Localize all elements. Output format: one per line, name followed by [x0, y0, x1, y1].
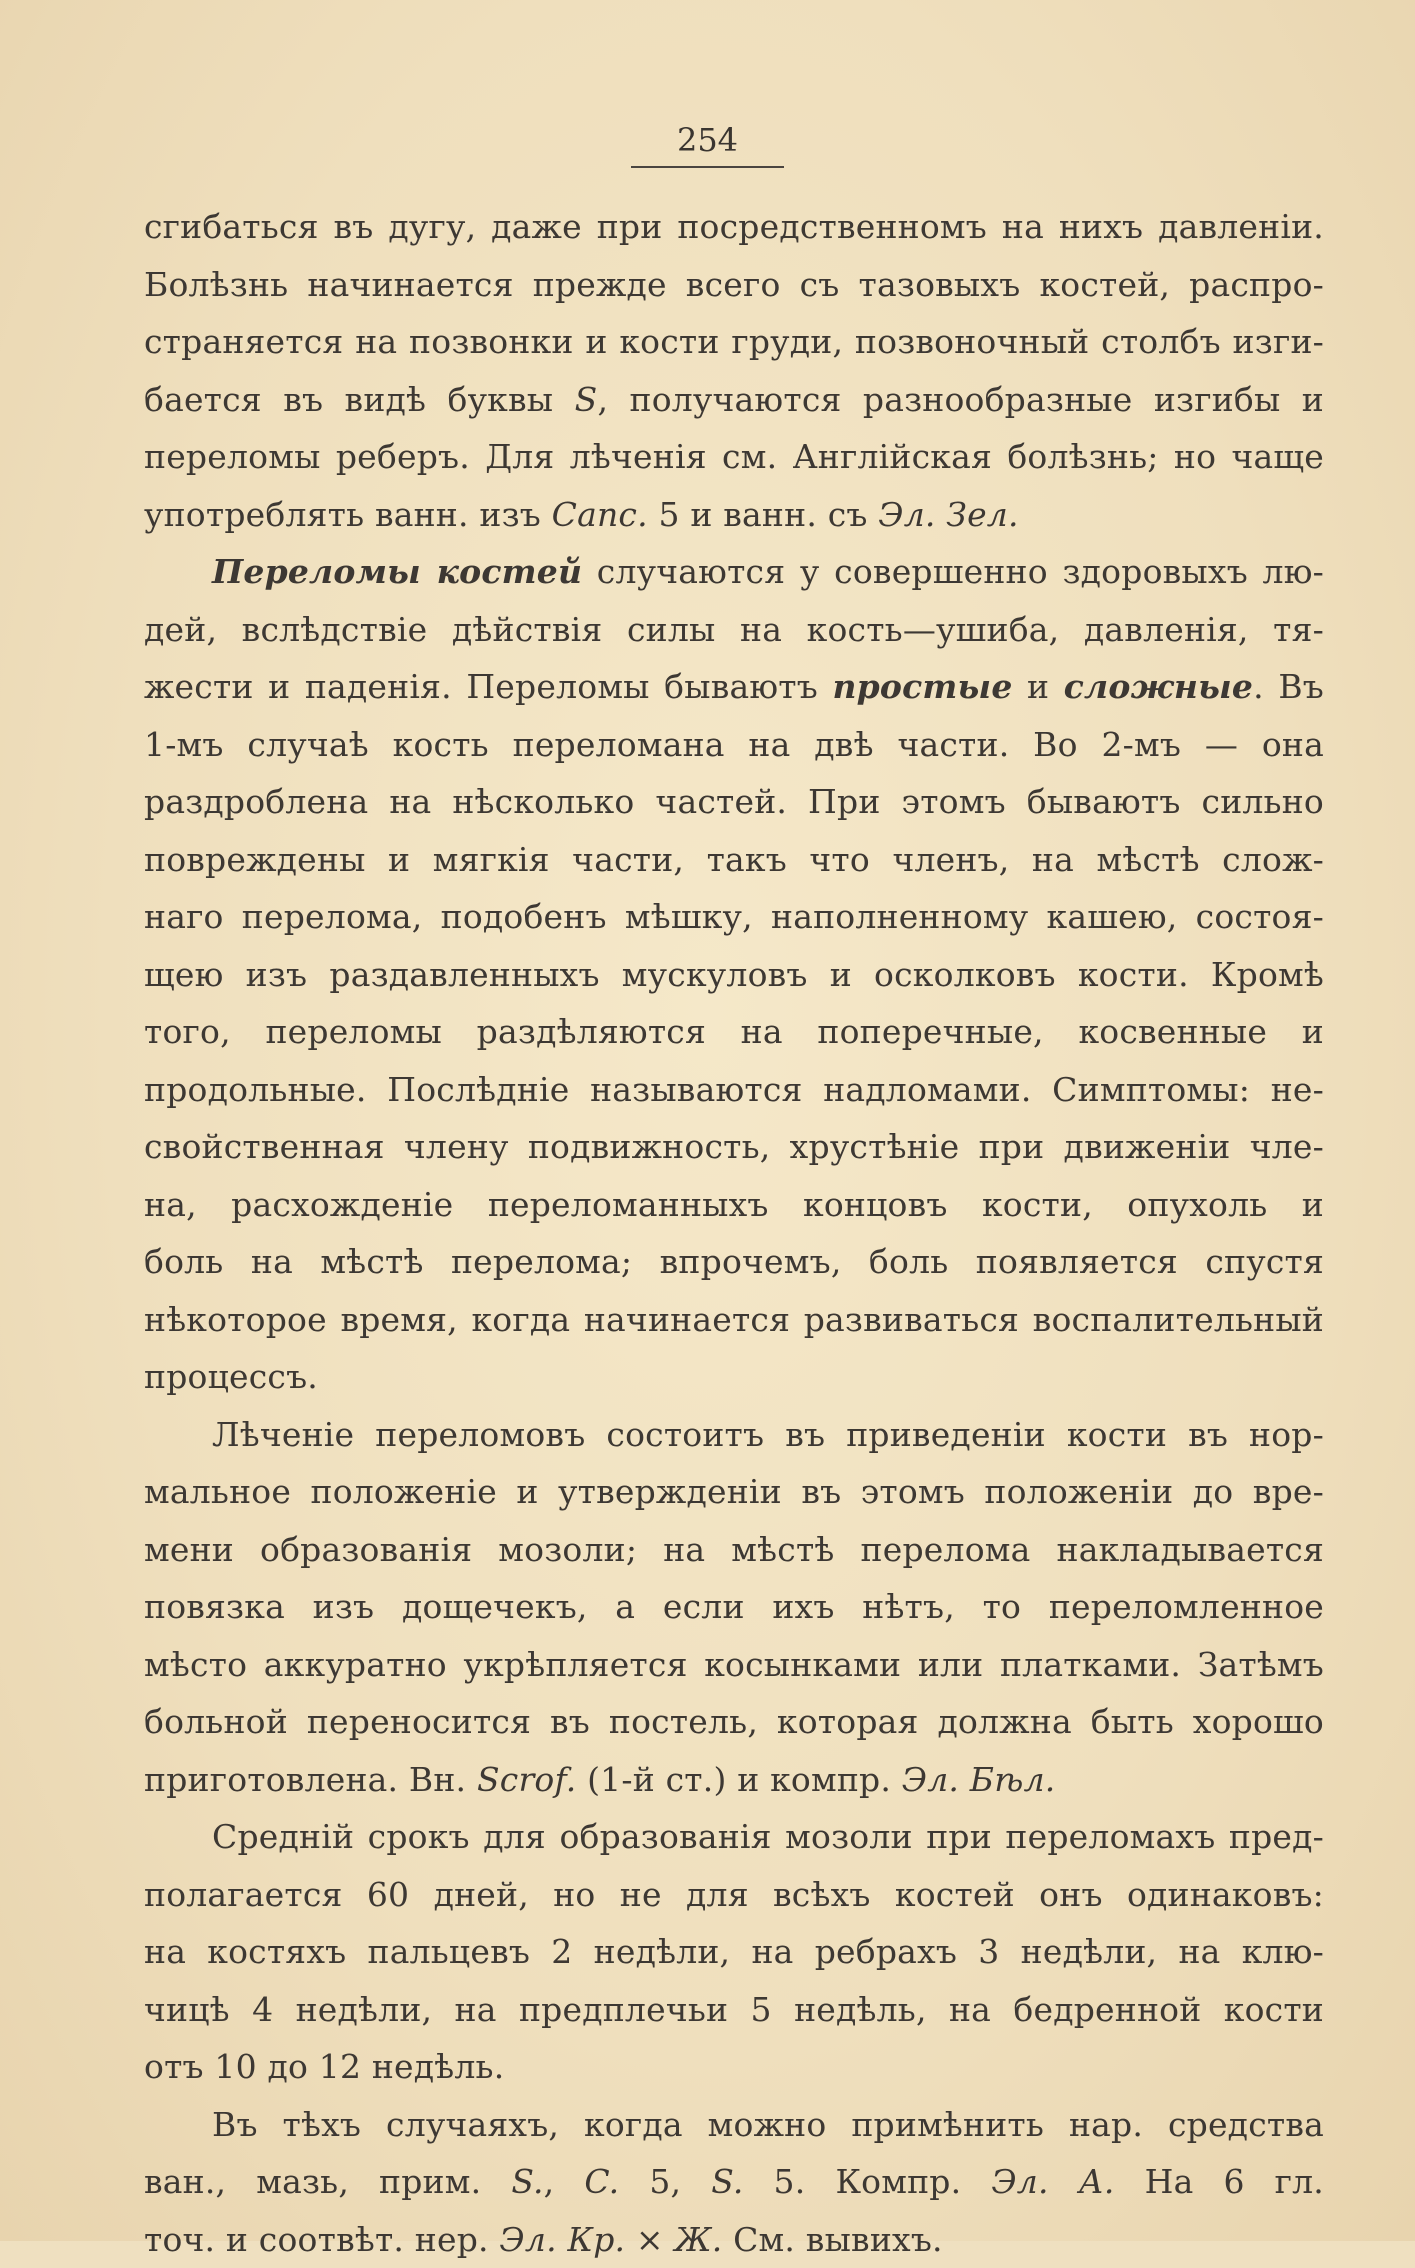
text-line	[144, 2153, 1324, 2211]
text-line	[144, 773, 1324, 831]
text-segment: (1-й ст.) и компр.	[576, 1760, 901, 1799]
body-text	[144, 198, 1324, 2268]
text-line	[144, 946, 1324, 1004]
text-segment: на, расхожденіе переломанныхъ концовъ кости, опухоль и	[144, 1185, 1324, 1224]
text-segment: повязка изъ дощечекъ, а если ихъ нѣтъ, то переломленное	[144, 1587, 1324, 1626]
emphasized-text: Эл. Кр.	[499, 2220, 625, 2259]
emphasized-text: Эл. Зел.	[878, 495, 1018, 534]
text-segment: точ. и соотвѣт. нер.	[144, 2220, 499, 2259]
text-line	[144, 1981, 1324, 2039]
text-line	[144, 543, 1324, 601]
text-line	[144, 1291, 1324, 1349]
text-segment: жести и паденія. Переломы бываютъ	[144, 667, 832, 706]
emphasized-text: Переломы костей	[212, 552, 582, 591]
text-segment: процессъ.	[144, 1357, 318, 1396]
text-segment: ×	[625, 2220, 674, 2259]
emphasized-text: Scrof.	[477, 1760, 576, 1799]
text-line	[144, 1176, 1324, 1234]
text-segment: полагается 60 дней, но не для всѣхъ костей онъ одинаковъ:	[144, 1875, 1324, 1914]
text-segment: бается въ видѣ буквы	[144, 380, 575, 419]
text-line	[144, 2211, 1324, 2268]
text-line	[144, 1061, 1324, 1119]
text-segment: 5. Компр.	[744, 2162, 992, 2201]
text-segment: наго перелома, подобенъ мѣшку, наполненному кашею, состоя-	[144, 897, 1324, 936]
text-line	[144, 1751, 1324, 1809]
text-line	[144, 1233, 1324, 1291]
text-segment: 5,	[619, 2162, 711, 2201]
text-segment: мени образованія мозоли; на мѣстѣ перелома накладывается	[144, 1530, 1324, 1569]
text-segment: ван., мазь, прим.	[144, 2162, 511, 2201]
text-segment: . Въ	[1253, 667, 1324, 706]
text-line	[144, 716, 1324, 774]
text-segment: Лѣченіе переломовъ состоитъ въ приведеніи кости въ нор-	[212, 1415, 1324, 1454]
emphasized-text: Ж.	[674, 2220, 722, 2259]
text-segment: Средній срокъ для образованія мозоли при переломахъ пред-	[212, 1817, 1324, 1856]
text-line	[144, 428, 1324, 486]
text-segment: и	[1013, 667, 1064, 706]
text-segment: страняется на позвонки и кости груди, позвоночный столбъ изги-	[144, 322, 1324, 361]
text-line	[144, 1866, 1324, 1924]
text-segment: употреблять ванн. изъ	[144, 495, 552, 534]
text-line	[144, 1118, 1324, 1176]
text-line	[144, 888, 1324, 946]
text-line	[144, 1463, 1324, 1521]
text-segment: См. вывихъ.	[722, 2220, 942, 2259]
text-segment: сгибаться въ дугу, даже при посредственномъ на нихъ давленіи.	[144, 207, 1324, 246]
text-segment: случаются у совершенно здоровыхъ лю-	[582, 552, 1324, 591]
text-line	[144, 1636, 1324, 1694]
text-segment: Болѣзнь начинается прежде всего съ тазовыхъ костей, распро-	[144, 265, 1324, 304]
text-segment: того, переломы раздѣляются на поперечные, косвенные и	[144, 1012, 1324, 1051]
text-line	[144, 1003, 1324, 1061]
text-line	[144, 371, 1324, 429]
emphasized-text: Эл. Бѣл.	[902, 1760, 1056, 1799]
text-segment: больной переносится въ постель, которая должна быть хорошо	[144, 1702, 1324, 1741]
text-line	[144, 486, 1324, 544]
text-line	[144, 256, 1324, 314]
text-line	[144, 1406, 1324, 1464]
text-line	[144, 1521, 1324, 1579]
emphasized-text: сложные	[1064, 667, 1253, 706]
text-line	[144, 1578, 1324, 1636]
text-segment: мальное положеніе и утвержденіи въ этомъ положеніи до вре-	[144, 1472, 1324, 1511]
text-segment: приготовлена. Вн.	[144, 1760, 477, 1799]
text-segment: переломы реберъ. Для лѣченія см. Англійская болѣзнь; но чаще	[144, 437, 1324, 476]
emphasized-text: S.	[511, 2162, 543, 2201]
text-segment: чицѣ 4 недѣли, на предплечьи 5 недѣль, на бедренной кости	[144, 1990, 1324, 2029]
text-segment: 1-мъ случаѣ кость переломана на двѣ части. Во 2-мъ — она	[144, 725, 1324, 764]
page-number: 254	[631, 120, 784, 168]
text-segment: На 6 гл.	[1115, 2162, 1324, 2201]
text-segment: раздроблена на нѣсколько частей. При этомъ бываютъ сильно	[144, 782, 1324, 821]
text-line	[144, 2038, 1324, 2096]
text-line	[144, 1693, 1324, 1751]
text-segment: щею изъ раздавленныхъ мускуловъ и осколковъ кости. Кромѣ	[144, 955, 1324, 994]
emphasized-text: S	[575, 380, 598, 419]
text-segment: ,	[544, 2162, 585, 2201]
text-segment: 5 и ванн. съ	[648, 495, 878, 534]
text-line	[144, 658, 1324, 716]
text-line	[144, 831, 1324, 889]
text-line	[144, 1923, 1324, 1981]
text-line	[144, 1808, 1324, 1866]
emphasized-text: C.	[584, 2162, 619, 2201]
text-segment: свойственная члену подвижность, хрустѣніе при движеніи чле-	[144, 1127, 1324, 1166]
emphasized-text: Эл. А.	[991, 2162, 1114, 2201]
text-line	[144, 313, 1324, 371]
text-line	[144, 198, 1324, 256]
text-segment: отъ 10 до 12 недѣль.	[144, 2047, 504, 2086]
text-segment: , получаются разнообразные изгибы и	[597, 380, 1324, 419]
text-line	[144, 2096, 1324, 2154]
text-segment: мѣсто аккуратно укрѣпляется косынками или платками. Затѣмъ	[144, 1645, 1324, 1684]
emphasized-text: S.	[711, 2162, 743, 2201]
text-segment: на костяхъ пальцевъ 2 недѣли, на ребрахъ 3 недѣли, на клю-	[144, 1932, 1324, 1971]
text-line	[144, 1348, 1324, 1406]
text-segment: продольные. Послѣдніе называются надломами. Симптомы: не-	[144, 1070, 1324, 1109]
emphasized-text: Canc.	[552, 495, 648, 534]
text-segment: повреждены и мягкія части, такъ что членъ, на мѣстѣ слож-	[144, 840, 1324, 879]
text-segment: дей, вслѣдствіе дѣйствія силы на кость—ушиба, давленія, тя-	[144, 610, 1324, 649]
text-line	[144, 601, 1324, 659]
page-header	[0, 120, 1415, 168]
text-segment: боль на мѣстѣ перелома; впрочемъ, боль появляется спустя	[144, 1242, 1324, 1281]
text-segment: Въ тѣхъ случаяхъ, когда можно примѣнить нар. средства	[212, 2105, 1324, 2144]
emphasized-text: простые	[832, 667, 1012, 706]
text-segment: нѣкоторое время, когда начинается развиваться воспалительный	[144, 1300, 1324, 1339]
